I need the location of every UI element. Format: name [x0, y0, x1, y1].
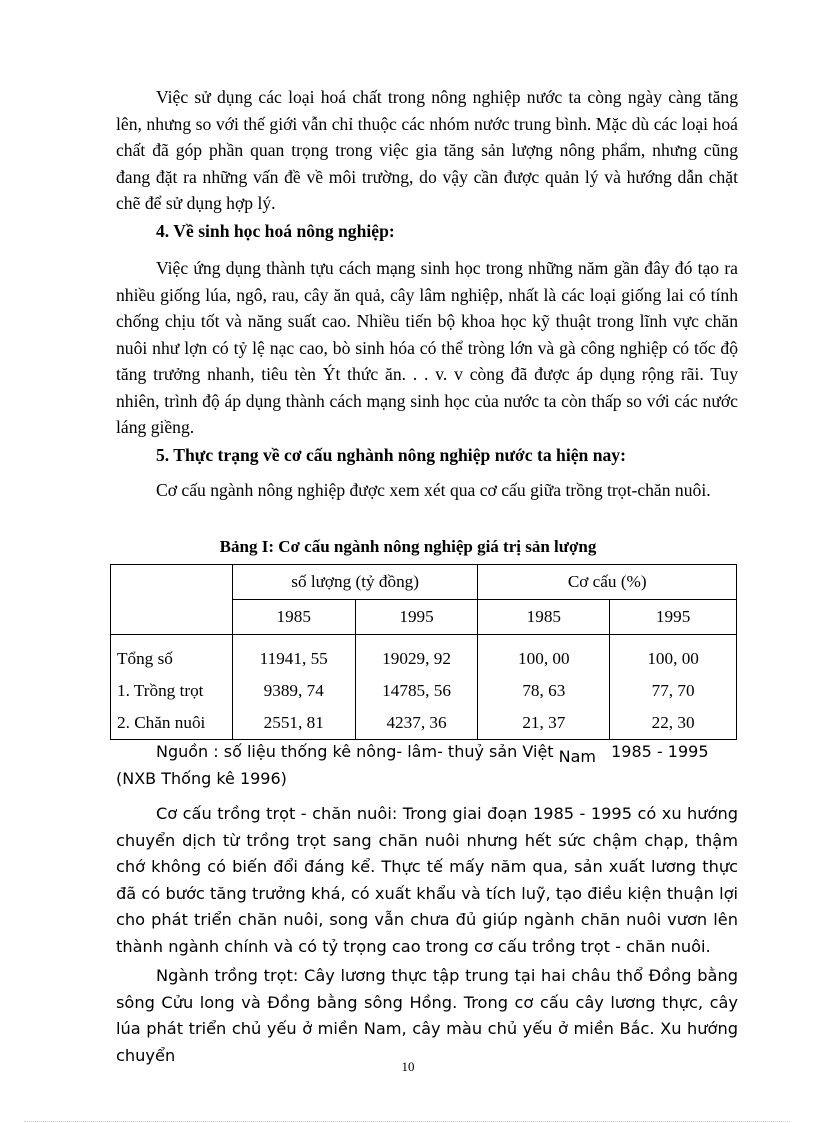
paragraph-text: Cơ cấu ngành nông nghiệp được xem xét qua cơ cấu giữa trồng trọt-chăn nuôi.: [156, 480, 711, 500]
section-heading-5: 5. Thực trạng về cơ cấu nghành nông nghiệp nước ta hiện nay:: [156, 445, 626, 465]
year-header: 1985: [478, 600, 610, 635]
paragraph-crops: [116, 963, 738, 1069]
table-cell: 77, 70: [610, 675, 737, 707]
paragraph-chemicals: [116, 84, 738, 217]
paragraph-text: Việc ứng dụng thành tựu cách mạng sinh học trong những năm gần đây đó tạo ra nhiều giống lúa, ngô, rau, cây ăn quả, cây lâm nghiệp, nhất là các loại giống lai có tính chống chịu tốt và năng suất cao. Nhiều tiến bộ khoa học kỹ thuật trong lĩnh vực chăn nuôi như lợn có tỷ lệ nạc cao, bò sinh hóa có thể tròng lớn và gà công nghiệp có tốc độ tăng trưởng nhanh, tiêu tèn Ýt thức ăn. . . v. v còng đã được áp dụng rộng rãi. Tuy nhiên, trình độ áp dụng thành cách mạng sinh học của nước ta còn thấp so với các nước láng giềng.: [116, 258, 738, 437]
table-source-note: [116, 739, 738, 792]
table-cell: 22, 30: [610, 707, 737, 740]
agriculture-structure-table: [110, 564, 737, 740]
source-years: 1985 - 1995: [611, 742, 709, 761]
paragraph-crop-livestock: [116, 801, 738, 960]
paragraph-text: Cơ cấu trồng trọt - chăn nuôi: Trong giai đoạn 1985 - 1995 có xu hướng chuyển dịch từ trồng trọt sang chăn nuôi nhưng hết sức chậm chạp, thậm chớ không có biến đổi đáng kể. Thực tế mấy năm qua, sản xuất lương thực đã có bước tăng trưởng khá, có xuất khẩu và tích luỹ, tạo điều kiện thuận lợi cho phát triển chăn nuôi, song vẫn chưa đủ giúp ngành chăn nuôi vươn lên thành ngành chính và có tỷ trọng cao trong cơ cấu trồng trọt - chăn nuôi.: [116, 804, 738, 956]
source-publisher: (NXB Thống kê 1996): [116, 768, 287, 788]
table-cell: 100, 00: [610, 635, 737, 676]
table-corner-cell: [111, 565, 233, 635]
table-row: [111, 635, 737, 676]
paragraph-biology: [116, 255, 738, 441]
table-cell: 11941, 55: [232, 635, 355, 676]
table-cell: 21, 37: [478, 707, 610, 740]
table-cell: 19029, 92: [355, 635, 478, 676]
table-cell: 78, 63: [478, 675, 610, 707]
table-cell: 2551, 81: [232, 707, 355, 740]
paragraph-text: Ngành trồng trọt: Cây lương thực tập trung tại hai châu thổ Đồng bằng sông Cửu long và Đồng bằng sông Hồng. Trong cơ cấu cây lương thực, cây lúa phát triển chủ yếu ở miền Nam, cây màu chủ yếu ở miền Bắc. Xu hướng chuyển: [116, 966, 738, 1065]
group-header-quantity: số lượng (tỷ đồng): [232, 565, 478, 600]
row-label-livestock: 2. Chăn nuôi: [111, 707, 233, 740]
table-cell: 9389, 74: [232, 675, 355, 707]
paragraph-text: Việc sử dụng các loại hoá chất trong nông nghiệp nước ta còng ngày càng tăng lên, nhưng so với thế giới vẫn chỉ thuộc các nhóm nước trung bình. Mặc dù các loại hoá chất đã góp phần quan trọng trong việc gia tăng sản lượng nông phẩm, nhưng cũng đang đặt ra những vấn đề về môi trường, do vậy cần được quản lý và hướng dẫn chặt chẽ để sử dụng hợp lý.: [116, 87, 738, 213]
source-text: Nguồn : số liệu thống kê nông- lâm- thuỷ sản Việt: [156, 742, 554, 761]
row-label-total: Tổng số: [111, 635, 233, 676]
table-row: [111, 707, 737, 740]
paragraph-structure-intro: [116, 477, 738, 504]
page-bottom-rule: [24, 1121, 790, 1122]
group-header-structure: Cơ cấu (%): [478, 565, 737, 600]
table-row: [111, 675, 737, 707]
section-heading-4: 4. Về sinh học hoá nông nghiệp:: [156, 221, 395, 241]
table-cell: 100, 00: [478, 635, 610, 676]
source-country-word: Nam: [558, 747, 597, 766]
page-number: 10: [401, 1059, 415, 1074]
row-label-crops: 1. Trồng trọt: [111, 675, 233, 707]
table-caption: Bảng I: Cơ cấu ngành nông nghiệp giá trị sản lượng: [219, 537, 597, 556]
table-group-header-row: [111, 565, 737, 600]
table-cell: 4237, 36: [355, 707, 478, 740]
source-line-1: [116, 739, 738, 766]
year-header: 1985: [232, 600, 355, 635]
year-header: 1995: [355, 600, 478, 635]
table-cell: 14785, 56: [355, 675, 478, 707]
year-header: 1995: [610, 600, 737, 635]
